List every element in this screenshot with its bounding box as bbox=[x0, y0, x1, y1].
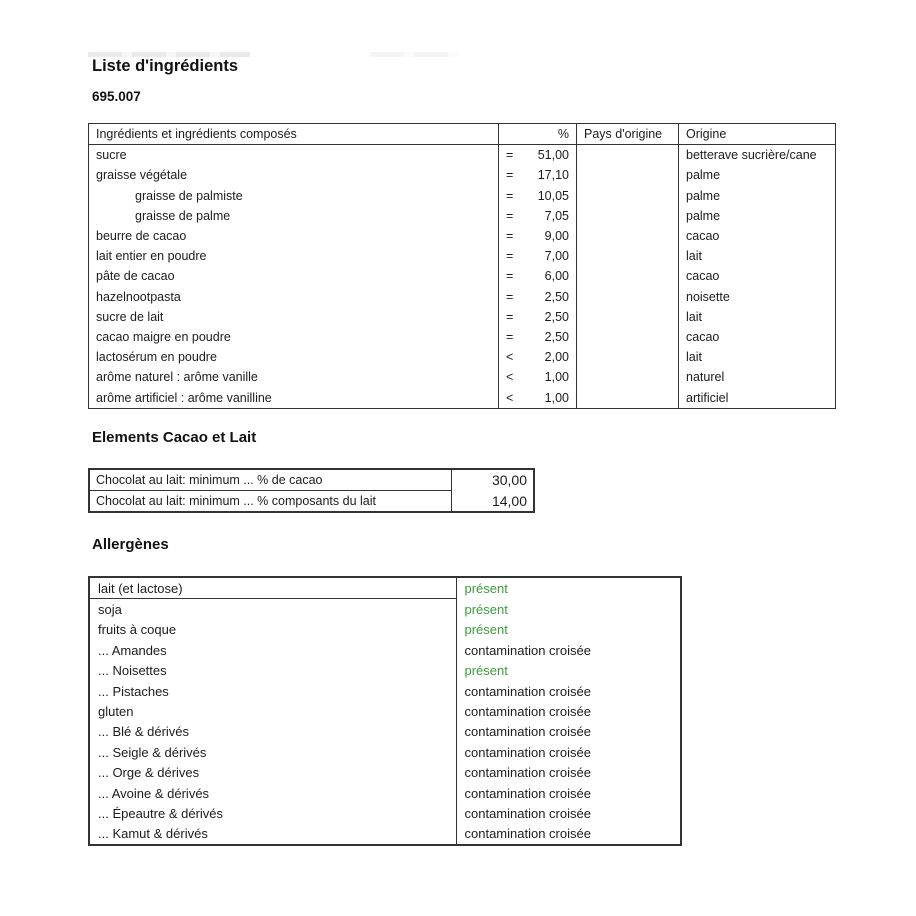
origin-value: cacao bbox=[679, 327, 836, 347]
allergen-row bbox=[89, 824, 681, 845]
percent-value: 6,00 bbox=[544, 269, 569, 284]
ingredient-row bbox=[89, 387, 836, 408]
country-cell bbox=[577, 206, 679, 226]
origin-value: naturel bbox=[679, 367, 836, 387]
percent-value: 7,05 bbox=[544, 208, 569, 223]
origin-value: lait bbox=[679, 246, 836, 266]
origin-value: betterave sucrière/cane bbox=[679, 145, 836, 166]
op-sign: = bbox=[506, 168, 514, 183]
allergen-label: ... Kamut & dérivés bbox=[98, 826, 208, 842]
ingredient-row bbox=[89, 165, 836, 185]
allergen-row bbox=[89, 803, 681, 823]
allergen-label: ... Avoine & dérivés bbox=[98, 785, 210, 801]
section-heading-allergens: Allergènes bbox=[92, 536, 169, 553]
ingredient-label: beurre de cacao bbox=[96, 229, 187, 244]
percent-cell bbox=[499, 387, 577, 408]
ingredient-label: pâte de cacao bbox=[96, 269, 175, 284]
percent-value: 17,10 bbox=[537, 168, 569, 183]
op-sign: = bbox=[506, 229, 514, 244]
product-code: 695.007 bbox=[92, 89, 141, 104]
allergen-label: ... Épeautre & dérivés bbox=[98, 805, 224, 821]
allergen-label: gluten bbox=[98, 704, 134, 720]
allergen-label: soja bbox=[98, 602, 122, 618]
origin-value: lait bbox=[679, 307, 836, 327]
origin-value: palme bbox=[679, 165, 836, 185]
op-sign: < bbox=[506, 390, 514, 405]
ingredient-row bbox=[89, 246, 836, 266]
percent-cell bbox=[499, 246, 577, 266]
col-header-origin: Origine bbox=[679, 124, 836, 145]
ingredient-label: graisse de palmiste bbox=[135, 188, 243, 203]
allergen-label: ... Noisettes bbox=[98, 663, 167, 679]
percent-cell bbox=[499, 145, 577, 166]
origin-value: palme bbox=[679, 186, 836, 206]
percent-cell bbox=[499, 327, 577, 347]
country-cell bbox=[577, 186, 679, 206]
allergen-row bbox=[89, 763, 681, 783]
country-cell bbox=[577, 327, 679, 347]
country-cell bbox=[577, 266, 679, 286]
spec-label: Chocolat au lait: minimum ... % composants du lait bbox=[96, 494, 376, 508]
allergen-status: présent bbox=[456, 577, 681, 599]
ingredient-label: hazelnootpasta bbox=[96, 289, 181, 304]
ingredient-label: arôme artificiel : arôme vanilline bbox=[96, 390, 272, 405]
percent-value: 2,00 bbox=[544, 350, 569, 365]
percent-cell bbox=[499, 347, 577, 367]
percent-cell bbox=[499, 206, 577, 226]
page-title: Liste d'ingrédients bbox=[92, 57, 239, 75]
ingredient-row bbox=[89, 327, 836, 347]
origin-value: cacao bbox=[679, 266, 836, 286]
country-cell bbox=[577, 226, 679, 246]
origin-value: palme bbox=[679, 206, 836, 226]
allergen-label: ... Pistaches bbox=[98, 683, 169, 699]
op-sign: = bbox=[506, 289, 514, 304]
country-cell bbox=[577, 367, 679, 387]
ingredient-row bbox=[89, 206, 836, 226]
allergen-row bbox=[89, 620, 681, 640]
op-sign: = bbox=[506, 148, 514, 163]
allergen-row bbox=[89, 640, 681, 660]
percent-value: 10,05 bbox=[537, 188, 569, 203]
allergen-row bbox=[89, 742, 681, 762]
ingredient-row bbox=[89, 186, 836, 206]
percent-value: 1,00 bbox=[544, 390, 569, 405]
allergen-status: contamination croisée bbox=[456, 722, 681, 742]
allergen-status: présent bbox=[456, 661, 681, 681]
allergen-status: présent bbox=[456, 599, 681, 620]
allergen-status: contamination croisée bbox=[456, 681, 681, 701]
percent-value: 2,50 bbox=[544, 289, 569, 304]
allergen-status: contamination croisée bbox=[456, 763, 681, 783]
allergen-label: ... Seigle & dérivés bbox=[98, 744, 207, 760]
allergen-row bbox=[89, 681, 681, 701]
ingredient-row bbox=[89, 287, 836, 307]
op-sign: = bbox=[506, 188, 514, 203]
op-sign: = bbox=[506, 208, 514, 223]
ingredients-table bbox=[88, 123, 836, 409]
percent-cell bbox=[499, 287, 577, 307]
percent-value: 1,00 bbox=[544, 370, 569, 385]
ingredient-label: cacao maigre en poudre bbox=[96, 329, 231, 344]
spec-row bbox=[89, 469, 534, 491]
section-heading-cacao-milk: Elements Cacao et Lait bbox=[92, 429, 257, 446]
origin-value: noisette bbox=[679, 287, 836, 307]
allergen-status: contamination croisée bbox=[456, 701, 681, 721]
ingredient-row bbox=[89, 145, 836, 166]
percent-cell bbox=[499, 186, 577, 206]
ingredients-header-row bbox=[89, 124, 836, 145]
allergen-row bbox=[89, 701, 681, 721]
percent-value: 9,00 bbox=[544, 229, 569, 244]
ingredient-label: sucre de lait bbox=[96, 309, 164, 324]
allergen-row bbox=[89, 577, 681, 599]
percent-value: 7,00 bbox=[544, 249, 569, 264]
allergen-status: contamination croisée bbox=[456, 803, 681, 823]
allergen-label: ... Orge & dérives bbox=[98, 765, 200, 781]
country-cell bbox=[577, 347, 679, 367]
origin-value: cacao bbox=[679, 226, 836, 246]
percent-cell bbox=[499, 226, 577, 246]
ingredient-label: lait entier en poudre bbox=[96, 249, 207, 264]
allergen-row bbox=[89, 661, 681, 681]
allergen-status: présent bbox=[456, 620, 681, 640]
percent-value: 2,50 bbox=[544, 309, 569, 324]
cacao-milk-table bbox=[88, 468, 535, 513]
op-sign: = bbox=[506, 329, 514, 344]
ingredient-label: graisse de palme bbox=[135, 208, 231, 223]
country-cell bbox=[577, 387, 679, 408]
ingredient-label: arôme naturel : arôme vanille bbox=[96, 370, 258, 385]
country-cell bbox=[577, 287, 679, 307]
ingredient-label: lactosérum en poudre bbox=[96, 350, 217, 365]
op-sign: = bbox=[506, 269, 514, 284]
spec-value: 30,00 bbox=[451, 469, 534, 491]
allergen-status: contamination croisée bbox=[456, 742, 681, 762]
country-cell bbox=[577, 145, 679, 166]
op-sign: = bbox=[506, 309, 514, 324]
ingredient-row bbox=[89, 307, 836, 327]
percent-cell bbox=[499, 266, 577, 286]
allergen-label: fruits à coque bbox=[98, 622, 177, 638]
spec-value: 14,00 bbox=[451, 491, 534, 513]
ingredient-label: graisse végétale bbox=[96, 168, 188, 183]
allergen-row bbox=[89, 599, 681, 620]
col-header-percent: % bbox=[499, 124, 577, 145]
op-sign: < bbox=[506, 350, 514, 365]
ingredient-row bbox=[89, 367, 836, 387]
origin-value: artificiel bbox=[679, 387, 836, 408]
allergen-label: lait (et lactose) bbox=[89, 577, 456, 599]
spec-row bbox=[89, 491, 534, 513]
allergens-table bbox=[88, 576, 682, 846]
spec-label: Chocolat au lait: minimum ... % de cacao bbox=[89, 469, 451, 491]
op-sign: < bbox=[506, 370, 514, 385]
allergen-row bbox=[89, 783, 681, 803]
ingredient-row bbox=[89, 226, 836, 246]
percent-cell bbox=[499, 367, 577, 387]
percent-cell bbox=[499, 307, 577, 327]
ingredient-label: sucre bbox=[96, 148, 127, 163]
country-cell bbox=[577, 246, 679, 266]
col-header-ingredients: Ingrédients et ingrédients composés bbox=[89, 124, 499, 145]
op-sign: = bbox=[506, 249, 514, 264]
percent-cell bbox=[499, 165, 577, 185]
allergen-label: ... Blé & dérivés bbox=[98, 724, 190, 740]
allergen-row bbox=[89, 722, 681, 742]
allergen-status: contamination croisée bbox=[456, 783, 681, 803]
allergen-status: contamination croisée bbox=[456, 824, 681, 845]
ingredient-row bbox=[89, 266, 836, 286]
ingredient-row bbox=[89, 347, 836, 367]
country-cell bbox=[577, 165, 679, 185]
allergen-status: contamination croisée bbox=[456, 640, 681, 660]
faint-artifact bbox=[370, 52, 458, 57]
allergen-label: ... Amandes bbox=[98, 642, 167, 658]
col-header-country: Pays d'origine bbox=[577, 124, 679, 145]
country-cell bbox=[577, 307, 679, 327]
percent-value: 51,00 bbox=[537, 148, 569, 163]
percent-value: 2,50 bbox=[544, 329, 569, 344]
origin-value: lait bbox=[679, 347, 836, 367]
